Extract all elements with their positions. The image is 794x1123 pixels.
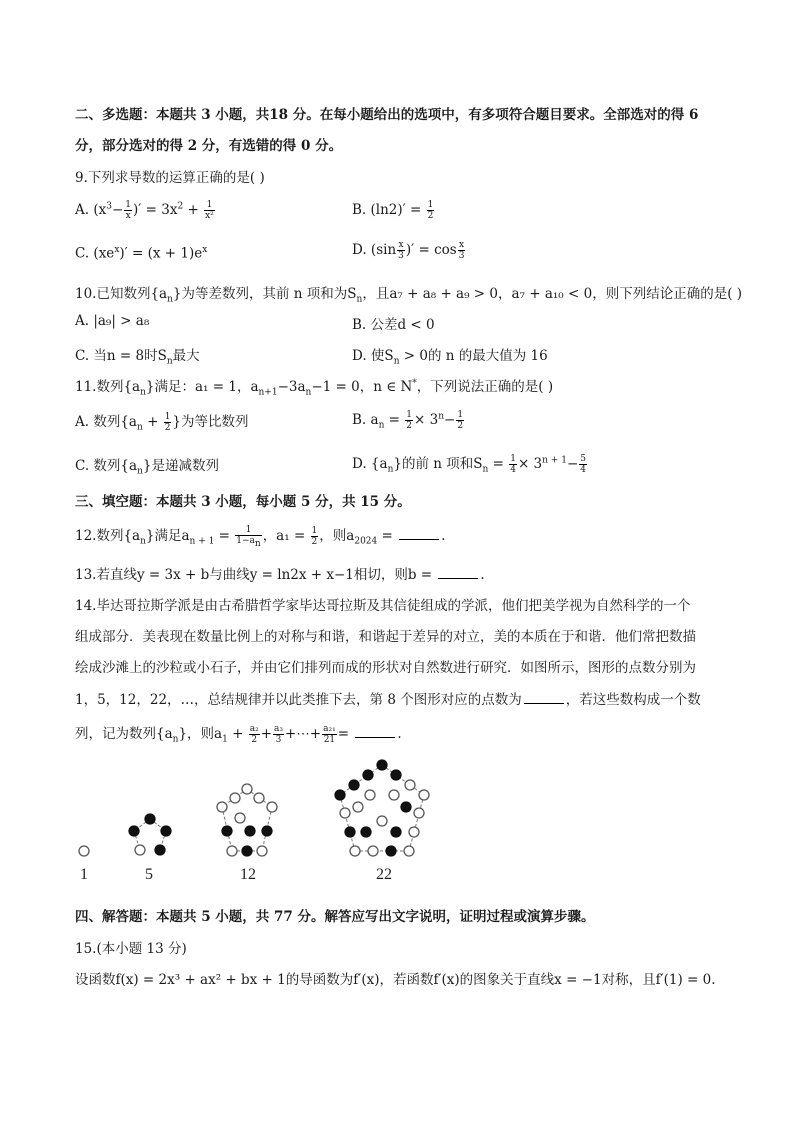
q12-answer-blank	[399, 527, 439, 540]
q15-body: 设函数f(x) = 2x³ + ax² + bx + 1的导函数为f′(x)，若函数f′(x)的图象关于直线x = −1对称，且f′(1) = 0.	[75, 972, 716, 988]
q14-line2: 组成部分．美表现在数量比例上的对称与和谐，和谐起于差异的对立，美的本质在于和谐．他们常把数描	[75, 629, 696, 645]
section4-heading: 四、解答题：本题共 5 小题，共 77 分。解答应写出文字说明，证明过程或演算步骤。	[75, 909, 595, 925]
q14-line3: 绘成沙滩上的沙粒或小石子，并由它们排列而成的形状对自然数进行研究．如图所示，图形的点数分别为	[75, 660, 696, 676]
q11-option-d: D. $\{a_n\}$的前 n 项和$S_n$ = $\frac{1}{4}$ × $3^{n + 1}-$ $\frac{5}{4}$	[352, 454, 586, 475]
q13-answer-blank	[438, 566, 478, 579]
q14-answer-blank-2	[355, 725, 395, 738]
q13: 13.若直线y = 3x + b与曲线y = ln2x + x−1相切，则b = .	[75, 567, 485, 583]
q15-stem: 15.(本小题 13 分)	[75, 941, 187, 957]
figure-caption-22: 22	[376, 866, 392, 883]
q14-line4: 1，5，12，22，…，总结规律并以此类推下去，第 8 个图形对应的点数为 ，若这些数构成一个数	[75, 692, 701, 708]
figure-caption-12: 12	[240, 866, 256, 883]
q14-line1: 14.毕达哥拉斯学派是由古希腊哲学家毕达哥拉斯及其信徒组成的学派，他们把美学视为自然科学的一个	[75, 598, 691, 614]
figure-caption-1: 1	[80, 866, 88, 883]
q10-option-b: B. 公差d < 0	[352, 317, 435, 333]
q11-stem: 11.数列$\{a_n\}$满足：a₁ = 1，$a_{n+1}-3a_n-1 = 0$，n ∈ N*，下列说法正确的是( )	[75, 378, 554, 398]
q9-option-a: A. ($x^3-$ $\frac{1}{x}$ )′ = $3x^2$ + $\frac{1}{\text{x²}}$	[75, 200, 214, 221]
q14-line5: 列，记为数列$\{a_n\}$，则$a_1$ + $\frac{\text{a₂}}{2}$ + $\frac{\text{a₃}}{3}$ +⋯+ $\frac{\text{a₂₁}}{21}$ = .	[75, 724, 402, 745]
q10-option-d: D. 使$S_n > 0$的 n 的最大值为 16	[352, 348, 548, 367]
figure-caption-5: 5	[145, 866, 153, 883]
q12: 12.数列$\{a_n\}$满足$a_{n + 1}$ = $\frac{1}{1-a_n}$ ，a₁ = $\frac{1}{2}$ ，则$a_{2024}$ = .	[75, 524, 446, 549]
figure-1	[79, 846, 89, 856]
figure-22	[335, 760, 429, 856]
figure-5	[129, 814, 171, 855]
q9-stem: 9.下列求导数的运算正确的是( )	[75, 170, 265, 186]
q9-option-c: C. $(xe^x)' = (x + 1)e^x$	[75, 245, 208, 262]
q11-option-a: A. 数列{$a_n$ + $\frac{1}{2}$ }为等比数列	[75, 412, 249, 433]
section2-heading-cont: 分，部分选对的得 2 分，有选错的得 0 分。	[75, 138, 343, 154]
pentagonal-numbers-figure	[70, 755, 450, 865]
q11-option-c: C. 数列$\{a_n\}$是递减数列	[75, 458, 219, 477]
q10-option-c: C. 当n = 8时$S_n$最大	[75, 348, 200, 367]
q10-option-a: A. |a₉| > a₈	[75, 313, 150, 329]
q11-option-b: B. $a_n$ = $\frac{1}{2}$ × $3^n-$ $\frac{1}{2}$	[352, 410, 464, 431]
q10-stem: 10.已知数列$\{a_n\}$为等差数列，其前 n 项和为$S_n$，且a₇ + a₈ + a₉ > 0，a₇ + a₁₀ < 0，则下列结论正确的是( )	[75, 286, 743, 305]
q9-option-d: D. (sin $\frac{x}{3}$ )′ = cos $\frac{x}{3}$	[352, 240, 465, 261]
section2-heading: 二、多选题：本题共 3 小题，共18 分。在每小题给出的选项中，有多项符合题目要求。全部选对的得 6	[75, 107, 699, 123]
figure-12	[217, 784, 277, 856]
q14-answer-blank-1	[524, 691, 564, 704]
q9-option-b: B. (ln2)′ = $\frac{1}{2}$	[352, 200, 434, 221]
section3-heading: 三、填空题：本题共 3 小题，每小题 5 分，共 15 分。	[75, 494, 411, 510]
